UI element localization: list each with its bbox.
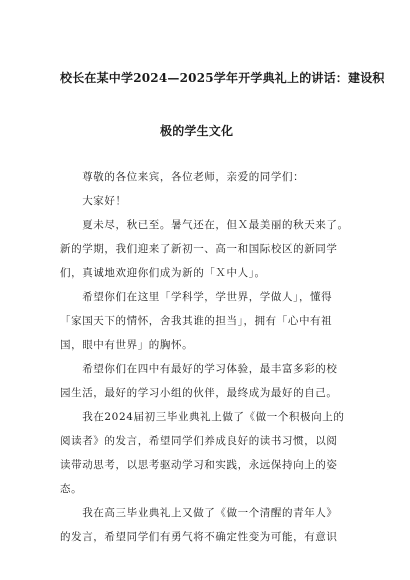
text-line: 希望你们在四中有最好的学习体验，最丰富多彩的校	[60, 363, 338, 375]
text-line: 大家好！	[60, 195, 127, 207]
text-line: 希望你们在这里「学科学，学世界，学做人」，懂得	[60, 291, 333, 303]
text-line: 我在高三毕业典礼上又做了《做一个清醒的青年人》	[60, 507, 338, 519]
text-line: 「家国天下的情怀，舍我其谁的担当」，拥有「心中有祖	[60, 315, 333, 327]
paragraph-greeting	[60, 165, 360, 189]
text-line: 园生活，最好的学习小组的伙伴，最终成为最好的自己。	[60, 387, 338, 399]
text-line: 我在2024届初三毕业典礼上做了《做一个积极向上的	[60, 411, 345, 423]
document-title-line-1: 校长在某中学2024—2025学年开学典礼上的讲话：建设积	[60, 71, 385, 85]
text-line: 阅读者》的发言，希望同学们养成良好的读书习惯，以阅	[60, 435, 338, 447]
paragraph-hello	[60, 189, 360, 213]
paragraph-hope-learn	[60, 285, 360, 357]
paragraph-autumn	[60, 213, 360, 285]
paragraph-hope-experience	[60, 357, 360, 405]
text-line: 读带动思考，以思考驱动学习和实践，永远保持向上的姿	[60, 459, 338, 471]
text-line: 国，眼中有世界」的胸怀。	[60, 339, 194, 351]
text-line: 们，真诚地欢迎你们成为新的「Ｘ中人」。	[60, 267, 266, 279]
text-line: 态。	[60, 483, 83, 495]
text-line: 夏未尽，秋已至。暑气还在，但Ｘ最美丽的秋天来了。	[60, 219, 349, 231]
text-line: 尊敬的各位来宾，各位老师，亲爱的同学们：	[60, 171, 305, 183]
text-line: 的发言，希望同学们有勇气将不确定性变为可能，有意识	[60, 531, 338, 543]
document-title-line-2: 极的学生文化	[160, 124, 234, 138]
paragraph-youth-speech	[60, 501, 360, 549]
text-line: 新的学期，我们迎来了新初一、高一和国际校区的新同学	[60, 243, 338, 255]
paragraph-reader-speech	[60, 405, 360, 501]
